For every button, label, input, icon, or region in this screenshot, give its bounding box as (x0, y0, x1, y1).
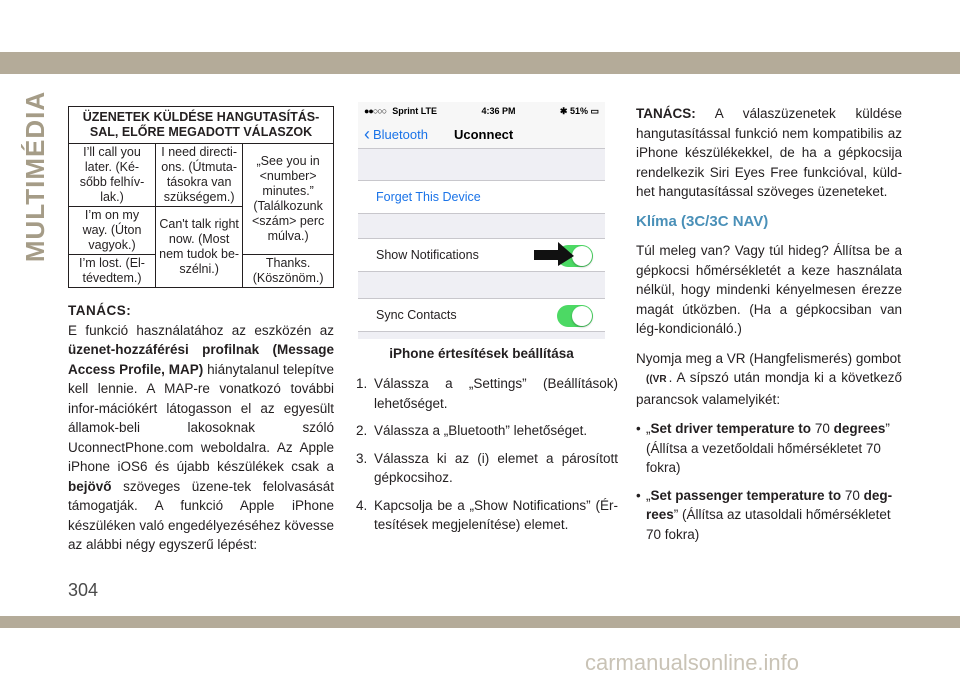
figure-caption: iPhone értesítések beállítása (389, 346, 574, 361)
table-cell: „See you in <number> minutes.” (Találkozunk <szám> perc múlva.) (243, 144, 334, 255)
sync-contacts-label: Sync Contacts (376, 308, 457, 322)
list-item (356, 496, 618, 535)
body-paragraph (636, 349, 902, 410)
tip-paragraph (636, 104, 902, 202)
step-text: Válassza ki az (i) elemet a párosított gépkocsihoz. (374, 450, 618, 485)
table-cell: I’m on my way. (Úton vagyok.) (69, 207, 156, 255)
top-band (0, 0, 960, 52)
network-label: LTE (420, 106, 438, 116)
bluetooth-icon: ✱ (559, 105, 568, 116)
nav-title: Uconnect (454, 126, 514, 142)
step-number: 1. (356, 376, 368, 391)
command-number: 70 (811, 421, 834, 436)
battery-icon: ▭ (590, 105, 599, 116)
steps-list (356, 374, 618, 543)
command-bold: Set driver temperature to (650, 421, 812, 436)
quote-mark: „ (646, 421, 651, 436)
command-number: 70 (841, 487, 864, 503)
section-side-label-text: MULTIMÉDIA (20, 90, 51, 262)
table-cell: Thanks. (Köszönöm.) (243, 255, 334, 288)
vr-label: VR (652, 374, 667, 385)
table-header: ÜZENETEK KÜLDÉSE HANGUTASÍTÁS-SAL, ELŐRE MEGADOTT VÁLASZOK (69, 107, 334, 144)
page-number: 304 (68, 580, 99, 600)
tip-label: TANÁCS: (636, 106, 696, 121)
command-translation: ” (Állítsa az utasoldali hőmérsékletet 70 fokra) (646, 507, 891, 542)
tip-label: TANÁCS: (68, 303, 132, 318)
table-cell: I need directi-ons. (Útmuta-tásokra van szükségem.) (156, 144, 243, 207)
pointer-arrow-icon (534, 242, 574, 266)
command-text (646, 419, 902, 478)
table-header-row (69, 107, 334, 144)
status-bar (358, 102, 605, 120)
chevron-left-icon: ‹ (364, 123, 370, 144)
climate-section (636, 104, 902, 552)
watermark: carmanualsonline.info (585, 650, 800, 675)
step-number: 2. (356, 423, 368, 438)
tip-text: szöveges üzene-tek felolvasását támogatják. A funkció Apple iPhone készüléken való engedélyezéséhez kövesse az alábbi négy egyszerű lépést: (68, 478, 334, 552)
table-cell: I’m lost. (El-tévedtem.) (69, 255, 156, 288)
list-item (636, 486, 902, 545)
tip-text: A válaszüzenetek küldése hangutasítással funkció nem kompatibilis az iPhone készülékekkel, de ha a gépkocsija rendelkezik Siri Eyes Free funkcióval, küld-het hangutasítással szöveges üzeneteket. (636, 106, 902, 199)
back-label: Bluetooth (373, 126, 428, 142)
carrier-label: Sprint (392, 106, 419, 116)
step-text: Kapcsolja be a „Show Notifications” (Ér-tesítések megjelenítése) elemet. (374, 497, 618, 532)
list-item (356, 374, 618, 413)
forget-device-button[interactable]: Forget This Device (358, 180, 605, 214)
reply-messages-table (68, 106, 334, 288)
bullet: • (636, 487, 641, 503)
body-paragraph: Túl meleg van? Vagy túl hideg? Állítsa be a gépkocsi hőmérsékletét a keze használata nélkül, hogy mindenki kényelmesen érezze magát útközben. (Ha a gépkocsiban van lég-kondicionáló.) (636, 243, 902, 336)
command-bold: deg-rees (646, 487, 893, 522)
battery-label: 51% (569, 106, 588, 116)
list-item (356, 421, 618, 441)
section-side-label (16, 90, 56, 262)
quote-mark: „ (646, 487, 651, 503)
table-row (69, 144, 334, 207)
top-accent-bar (0, 52, 960, 74)
clock: 4:36 PM (481, 106, 516, 116)
step-number: 4. (356, 497, 368, 513)
section-heading: Klíma (3C/3C NAV) (636, 212, 769, 230)
nav-bar (358, 120, 605, 149)
sync-contacts-toggle[interactable] (557, 305, 593, 327)
command-translation: ” (Állítsa a vezetőoldali hőmérsékletet 70 fokra) (646, 421, 890, 475)
bullet: • (636, 421, 641, 436)
list-item (636, 419, 902, 478)
tip-text: E funkció használatához az eszközén az (68, 322, 334, 338)
step-text: Válassza a „Settings” (Beállítások) lehetőséget. (374, 376, 618, 411)
bottom-accent-bar (0, 616, 960, 628)
tip-paragraph (68, 301, 334, 555)
body-text: . A sípszó után mondja ki a következő parancsok valamelyikét: (636, 370, 902, 407)
table-cell: I’ll call you later. (Ké-sőbb felhív-lak.) (69, 144, 156, 207)
step-text: Válassza a „Bluetooth” lehetőséget. (374, 423, 588, 438)
sync-contacts-row[interactable] (358, 298, 605, 332)
command-bold: degrees (833, 421, 886, 436)
voice-recognition-icon: ((VR (646, 374, 667, 385)
list-item (356, 449, 618, 488)
body-text: Nyomja meg a VR (Hangfelismerés) gombot (636, 350, 901, 366)
tip-text-bold: bejövő (68, 478, 112, 494)
signal-icon: ●●○○○ (364, 106, 387, 116)
show-notifications-label: Show Notifications (376, 248, 479, 262)
step-number: 3. (356, 450, 368, 466)
command-text (646, 486, 902, 545)
iphone-screenshot (358, 102, 605, 339)
tip-text-bold: üzenet-hozzáférési profilnak (Message Access Profile, MAP) (68, 342, 334, 377)
command-bold: Set passenger temperature to (650, 487, 842, 503)
back-button[interactable] (364, 124, 428, 145)
tip-text: hiánytalanul telepítve kell lennie. A MAP-re vonatkozó további infor-mációkért látogasson el az egyesült államok-beli lakosoknak szóló UconnectPhone.com weboldalra. Az Apple iPhone iOS6 és újabb készülékek csak a (68, 361, 335, 474)
table-cell: Can't talk right now. (Most nem tudok be-szélni.) (156, 207, 243, 288)
